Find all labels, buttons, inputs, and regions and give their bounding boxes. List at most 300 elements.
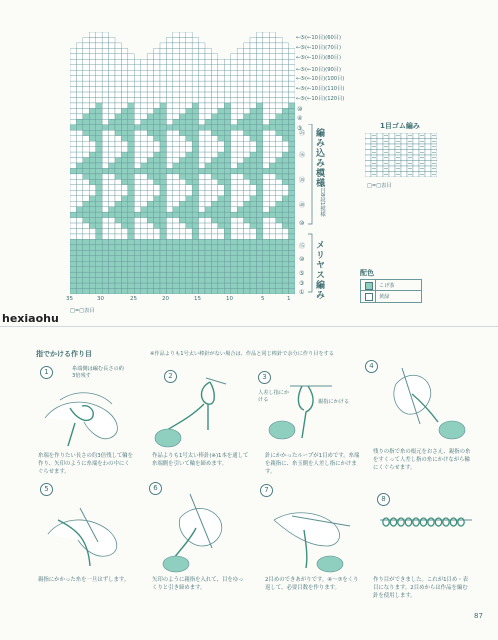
chart-cell bbox=[199, 158, 205, 163]
chart-cell bbox=[256, 234, 262, 239]
chart-cell bbox=[141, 87, 147, 92]
rib-cell bbox=[377, 139, 383, 145]
chart-cell bbox=[282, 250, 288, 255]
chart-cell bbox=[231, 87, 237, 92]
chart-cell bbox=[269, 267, 275, 272]
chart-cell bbox=[89, 147, 95, 152]
chart-cell bbox=[173, 125, 179, 130]
chart-cell bbox=[276, 152, 282, 157]
chart-cell bbox=[121, 185, 127, 190]
chart-cell bbox=[173, 234, 179, 239]
chart-cell bbox=[89, 185, 95, 190]
chart-cell bbox=[89, 141, 95, 146]
chart-cell bbox=[96, 196, 102, 201]
page-number: 87 bbox=[474, 612, 483, 620]
chart-cell bbox=[83, 54, 89, 59]
chart-cell bbox=[166, 119, 172, 124]
chart-cell bbox=[96, 59, 102, 64]
chart-cell bbox=[224, 207, 230, 212]
chart-cell bbox=[147, 70, 153, 75]
chart-cell bbox=[263, 229, 269, 234]
chart-cell bbox=[134, 125, 140, 130]
chart-cell bbox=[218, 87, 224, 92]
chart-cell bbox=[154, 239, 160, 244]
chart-cell bbox=[76, 136, 82, 141]
chart-cell bbox=[83, 76, 89, 81]
chart-cell bbox=[128, 81, 134, 86]
chart-cell bbox=[96, 103, 102, 108]
chart-cell bbox=[250, 272, 256, 277]
chart-cell bbox=[102, 114, 108, 119]
chart-cell bbox=[256, 218, 262, 223]
chart-cell bbox=[269, 81, 275, 86]
chart-cell bbox=[199, 272, 205, 277]
rib-cell bbox=[413, 161, 419, 167]
chart-cell bbox=[160, 250, 166, 255]
chart-cell bbox=[115, 136, 121, 141]
chart-cell bbox=[282, 229, 288, 234]
step-number: 1 bbox=[40, 366, 53, 379]
chart-cell bbox=[282, 141, 288, 146]
chart-cell bbox=[89, 65, 95, 70]
chart-cell bbox=[70, 256, 76, 261]
chart-cell bbox=[166, 43, 172, 48]
chart-cell bbox=[289, 239, 295, 244]
chart-cell bbox=[179, 261, 185, 266]
chart-cell bbox=[218, 70, 224, 75]
chart-cell bbox=[192, 234, 198, 239]
chart-cell bbox=[109, 81, 115, 86]
rib-cell bbox=[389, 139, 395, 145]
chart-cell bbox=[141, 278, 147, 283]
chart-cell bbox=[83, 229, 89, 234]
chart-cell bbox=[205, 278, 211, 283]
chart-cell bbox=[276, 256, 282, 261]
chart-cell bbox=[237, 98, 243, 103]
chart-cell bbox=[199, 185, 205, 190]
chart-cell bbox=[205, 174, 211, 179]
chart-cell bbox=[256, 261, 262, 266]
chart-cell bbox=[231, 81, 237, 86]
chart-cell bbox=[173, 218, 179, 223]
chart-cell bbox=[263, 201, 269, 206]
chart-cell bbox=[115, 87, 121, 92]
chart-cell bbox=[141, 234, 147, 239]
chart-cell bbox=[102, 223, 108, 228]
chart-cell bbox=[244, 152, 250, 157]
chart-cell bbox=[154, 283, 160, 288]
chart-cell bbox=[141, 152, 147, 157]
chart-cell bbox=[96, 229, 102, 234]
chart-cell bbox=[134, 179, 140, 184]
chart-cell bbox=[96, 201, 102, 206]
chart-cell bbox=[205, 234, 211, 239]
chart-cell bbox=[263, 103, 269, 108]
chart-cell bbox=[121, 103, 127, 108]
chart-cell bbox=[76, 76, 82, 81]
chart-cell bbox=[192, 185, 198, 190]
chart-cell bbox=[76, 125, 82, 130]
chart-cell bbox=[224, 81, 230, 86]
chart-cell bbox=[269, 87, 275, 92]
chart-cell bbox=[218, 267, 224, 272]
col-label: 15 bbox=[194, 296, 201, 302]
chart-cell bbox=[244, 223, 250, 228]
chart-cell bbox=[154, 234, 160, 239]
chart-cell bbox=[115, 272, 121, 277]
chart-cell bbox=[134, 229, 140, 234]
chart-cell bbox=[186, 136, 192, 141]
chart-cell bbox=[211, 87, 217, 92]
chart-cell bbox=[276, 114, 282, 119]
chart-cell bbox=[256, 65, 262, 70]
chart-cell bbox=[102, 212, 108, 217]
chart-cell bbox=[160, 212, 166, 217]
chart-cell bbox=[244, 190, 250, 195]
chart-cell bbox=[179, 152, 185, 157]
stitch-loop bbox=[383, 518, 389, 526]
chart-cell bbox=[205, 76, 211, 81]
chart-cell bbox=[205, 212, 211, 217]
chart-cell bbox=[83, 59, 89, 64]
chart-cell bbox=[128, 141, 134, 146]
chart-cell bbox=[186, 114, 192, 119]
chart-cell bbox=[89, 48, 95, 53]
chart-cell bbox=[147, 119, 153, 124]
chart-cell bbox=[83, 92, 89, 97]
chart-cell bbox=[96, 108, 102, 113]
chart-cell bbox=[231, 54, 237, 59]
chart-cell bbox=[199, 92, 205, 97]
chart-cell bbox=[147, 283, 153, 288]
chart-cell bbox=[231, 65, 237, 70]
chart-cell bbox=[141, 136, 147, 141]
chart-cell bbox=[211, 125, 217, 130]
chart-cell bbox=[256, 185, 262, 190]
chart-cell bbox=[276, 234, 282, 239]
chart-cell bbox=[147, 272, 153, 277]
chart-cell bbox=[76, 250, 82, 255]
chart-cell bbox=[237, 239, 243, 244]
chart-cell bbox=[109, 239, 115, 244]
chart-cell bbox=[282, 212, 288, 217]
chart-cell bbox=[276, 65, 282, 70]
row-number: ③ bbox=[297, 125, 303, 132]
chart-cell bbox=[231, 212, 237, 217]
chart-cell bbox=[76, 289, 82, 294]
chart-cell bbox=[109, 212, 115, 217]
chart-cell bbox=[192, 147, 198, 152]
chart-cell bbox=[141, 141, 147, 146]
chart-cell bbox=[160, 98, 166, 103]
chart-cell bbox=[244, 70, 250, 75]
chart-cell bbox=[128, 256, 134, 261]
chart-cell bbox=[96, 65, 102, 70]
chart-cell bbox=[256, 223, 262, 228]
chart-cell bbox=[173, 245, 179, 250]
chart-cell bbox=[282, 278, 288, 283]
chart-cell bbox=[166, 130, 172, 135]
chart-cell bbox=[218, 223, 224, 228]
chart-legend-key: □=□表目 bbox=[70, 308, 95, 314]
chart-cell bbox=[147, 207, 153, 212]
chart-cell bbox=[289, 218, 295, 223]
chart-cell bbox=[154, 87, 160, 92]
chart-cell bbox=[89, 92, 95, 97]
chart-cell bbox=[96, 48, 102, 53]
chart-cell bbox=[96, 81, 102, 86]
chart-cell bbox=[199, 289, 205, 294]
chart-cell bbox=[115, 245, 121, 250]
chart-cell bbox=[173, 229, 179, 234]
chart-cell bbox=[166, 59, 172, 64]
chart-cell bbox=[160, 234, 166, 239]
chart-cell bbox=[269, 245, 275, 250]
chart-cell bbox=[231, 108, 237, 113]
chart-cell bbox=[269, 185, 275, 190]
chart-cell bbox=[89, 37, 95, 42]
chart-cell bbox=[147, 54, 153, 59]
chart-cell bbox=[186, 81, 192, 86]
chart-cell bbox=[205, 267, 211, 272]
chart-cell bbox=[173, 119, 179, 124]
chart-cell bbox=[282, 43, 288, 48]
chart-cell bbox=[147, 108, 153, 113]
chart-cell bbox=[134, 168, 140, 173]
chart-cell bbox=[289, 168, 295, 173]
chart-cell bbox=[237, 223, 243, 228]
chart-cell bbox=[192, 229, 198, 234]
chart-cell bbox=[70, 201, 76, 206]
chart-cell bbox=[263, 272, 269, 277]
chart-cell bbox=[160, 141, 166, 146]
chart-cell bbox=[89, 81, 95, 86]
chart-cell bbox=[173, 70, 179, 75]
chart-cell bbox=[154, 168, 160, 173]
chart-cell bbox=[289, 141, 295, 146]
chart-cell bbox=[102, 65, 108, 70]
chart-cell bbox=[269, 152, 275, 157]
chart-cell bbox=[224, 125, 230, 130]
chart-cell bbox=[96, 158, 102, 163]
chart-cell bbox=[211, 201, 217, 206]
chart-cell bbox=[199, 48, 205, 53]
chart-cell bbox=[199, 114, 205, 119]
chart-cell bbox=[237, 114, 243, 119]
chart-cell bbox=[244, 87, 250, 92]
chart-cell bbox=[115, 70, 121, 75]
chart-cell bbox=[256, 278, 262, 283]
chart-cell bbox=[166, 272, 172, 277]
chart-cell bbox=[289, 229, 295, 234]
chart-cell bbox=[115, 223, 121, 228]
chart-cell bbox=[237, 76, 243, 81]
chart-cell bbox=[263, 250, 269, 255]
chart-cell bbox=[147, 163, 153, 168]
chart-cell bbox=[179, 136, 185, 141]
chart-cell bbox=[134, 245, 140, 250]
chart-cell bbox=[263, 141, 269, 146]
chart-cell bbox=[102, 201, 108, 206]
chart-cell bbox=[141, 272, 147, 277]
chart-cell bbox=[192, 158, 198, 163]
chart-cell bbox=[218, 98, 224, 103]
chart-cell bbox=[179, 54, 185, 59]
chart-cell bbox=[269, 32, 275, 37]
chart-cell bbox=[102, 98, 108, 103]
chart-cell bbox=[211, 239, 217, 244]
chart-cell bbox=[121, 158, 127, 163]
chart-cell bbox=[109, 190, 115, 195]
chart-cell bbox=[199, 234, 205, 239]
chart-cell bbox=[269, 163, 275, 168]
chart-cell bbox=[276, 92, 282, 97]
chart-cell bbox=[237, 201, 243, 206]
chart-cell bbox=[192, 245, 198, 250]
chart-cell bbox=[282, 207, 288, 212]
chart-cell bbox=[102, 48, 108, 53]
chart-cell bbox=[224, 256, 230, 261]
chart-cell bbox=[199, 174, 205, 179]
chart-cell bbox=[276, 136, 282, 141]
chart-cell bbox=[231, 190, 237, 195]
chart-cell bbox=[186, 190, 192, 195]
chart-cell bbox=[179, 256, 185, 261]
chart-cell bbox=[263, 119, 269, 124]
chart-cell bbox=[199, 70, 205, 75]
chart-cell bbox=[83, 158, 89, 163]
step-caption: 糸端を作りたい長さの約3倍残して輪を作り、矢印のように糸端をわの中にくぐらせます。 bbox=[38, 453, 134, 475]
chart-cell bbox=[141, 103, 147, 108]
chart-cell bbox=[96, 87, 102, 92]
chart-cell bbox=[179, 223, 185, 228]
chart-cell bbox=[160, 125, 166, 130]
chart-cell bbox=[237, 48, 243, 53]
chart-cell bbox=[166, 234, 172, 239]
chart-cell bbox=[173, 261, 179, 266]
chart-cell bbox=[289, 278, 295, 283]
chart-cell bbox=[121, 81, 127, 86]
chart-cell bbox=[115, 92, 121, 97]
chart-cell bbox=[250, 65, 256, 70]
chart-cell bbox=[115, 190, 121, 195]
chart-cell bbox=[154, 141, 160, 146]
chart-cell bbox=[102, 32, 108, 37]
chart-cell bbox=[173, 196, 179, 201]
chart-cell bbox=[276, 190, 282, 195]
chart-cell bbox=[244, 108, 250, 113]
chart-cell bbox=[211, 147, 217, 152]
chart-cell bbox=[186, 54, 192, 59]
col-label: 20 bbox=[162, 296, 169, 302]
chart-cell bbox=[205, 141, 211, 146]
chart-cell bbox=[89, 207, 95, 212]
chart-cell bbox=[263, 87, 269, 92]
rib-cell bbox=[377, 133, 383, 139]
chart-cell bbox=[76, 119, 82, 124]
chart-cell bbox=[128, 119, 134, 124]
chart-cell bbox=[256, 229, 262, 234]
chart-cell bbox=[289, 223, 295, 228]
chart-cell bbox=[186, 250, 192, 255]
chart-cell bbox=[173, 43, 179, 48]
chart-cell bbox=[141, 267, 147, 272]
chart-cell bbox=[199, 141, 205, 146]
chart-cell bbox=[76, 234, 82, 239]
chart-cell bbox=[186, 218, 192, 223]
chart-cell bbox=[89, 261, 95, 266]
chart-cell bbox=[89, 256, 95, 261]
chart-cell bbox=[115, 163, 121, 168]
chart-cell bbox=[96, 114, 102, 119]
chart-cell bbox=[154, 65, 160, 70]
chart-cell bbox=[115, 59, 121, 64]
chart-cell bbox=[192, 283, 198, 288]
chart-cell bbox=[147, 196, 153, 201]
chart-cell bbox=[147, 179, 153, 184]
chart-cell bbox=[250, 48, 256, 53]
chart-cell bbox=[205, 196, 211, 201]
chart-cell bbox=[76, 59, 82, 64]
chart-cell bbox=[121, 239, 127, 244]
chart-cell bbox=[128, 87, 134, 92]
chart-cell bbox=[192, 190, 198, 195]
chart-cell bbox=[244, 185, 250, 190]
chart-cell bbox=[70, 59, 76, 64]
chart-cell bbox=[263, 163, 269, 168]
chart-cell bbox=[186, 201, 192, 206]
chart-cell bbox=[134, 256, 140, 261]
chart-cell bbox=[102, 272, 108, 277]
chart-cell bbox=[282, 239, 288, 244]
color-legend-table bbox=[360, 279, 422, 303]
chart-cell bbox=[76, 54, 82, 59]
chart-cell bbox=[263, 174, 269, 179]
chart-cell bbox=[211, 65, 217, 70]
chart-cell bbox=[128, 147, 134, 152]
chart-cell bbox=[263, 37, 269, 42]
chart-cell bbox=[179, 114, 185, 119]
chart-cell bbox=[141, 223, 147, 228]
chart-cell bbox=[269, 65, 275, 70]
chart-cell bbox=[134, 70, 140, 75]
chart-cell bbox=[128, 114, 134, 119]
chart-cell bbox=[218, 245, 224, 250]
chart-cell bbox=[89, 272, 95, 277]
chart-cell bbox=[205, 179, 211, 184]
chart-cell bbox=[154, 289, 160, 294]
rib-cell bbox=[365, 139, 371, 145]
chart-cell bbox=[89, 250, 95, 255]
chart-cell bbox=[128, 130, 134, 135]
chart-cell bbox=[186, 125, 192, 130]
swatch-teal bbox=[365, 282, 373, 290]
chart-cell bbox=[154, 158, 160, 163]
chart-cell bbox=[96, 207, 102, 212]
chart-cell bbox=[244, 239, 250, 244]
chart-cell bbox=[244, 163, 250, 168]
chart-cell bbox=[224, 59, 230, 64]
chart-cell bbox=[70, 141, 76, 146]
chart-cell bbox=[250, 81, 256, 86]
chart-cell bbox=[115, 289, 121, 294]
chart-cell bbox=[224, 185, 230, 190]
chart-cell bbox=[166, 158, 172, 163]
chart-cell bbox=[289, 98, 295, 103]
chart-cell bbox=[96, 130, 102, 135]
chart-cell bbox=[160, 168, 166, 173]
chart-cell bbox=[70, 114, 76, 119]
